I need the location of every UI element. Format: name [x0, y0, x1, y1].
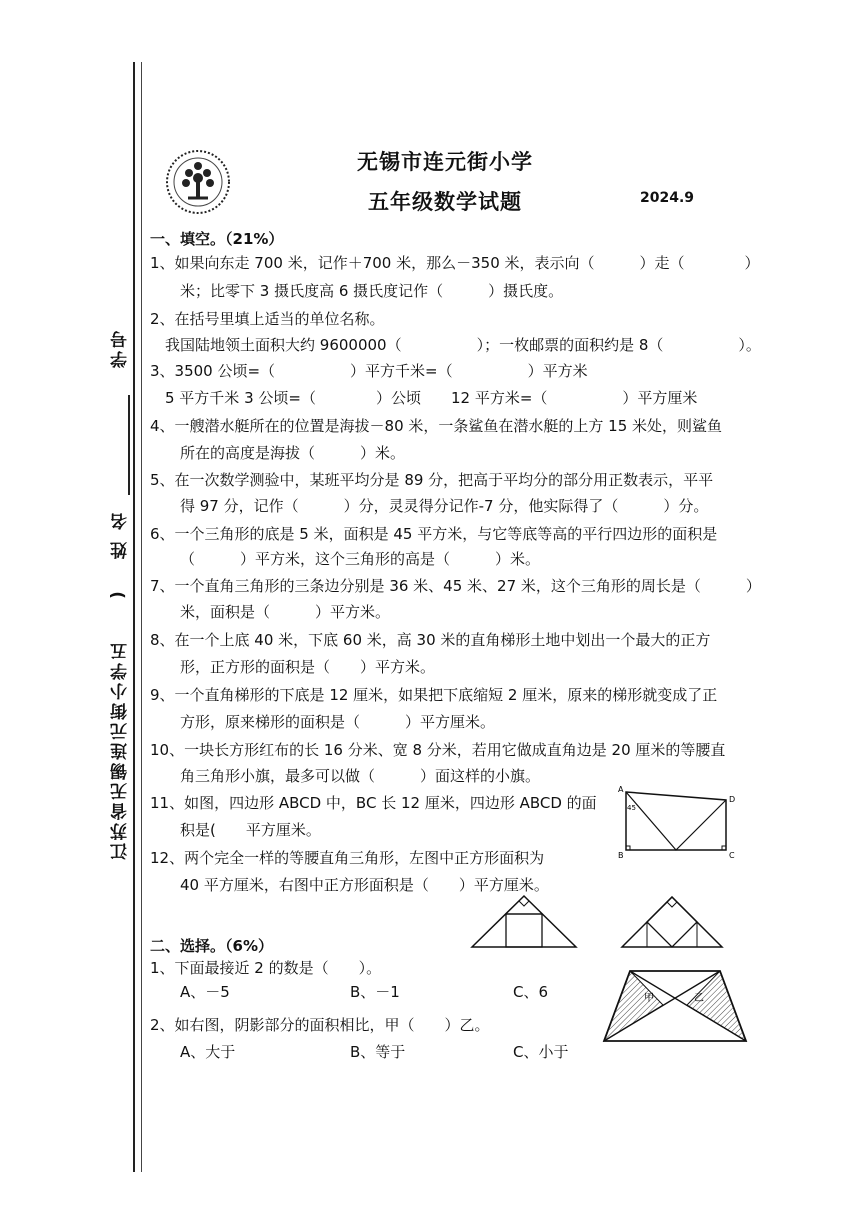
label-jia: 甲 [644, 993, 654, 1004]
q2-line-1: 2、在括号里填上适当的单位名称。 [150, 310, 385, 328]
s2-q1-option-c: C、6 [513, 983, 549, 1001]
q7-line-2: 米，面积是（ ）平方米。 [180, 603, 391, 621]
trapezoid-figure [600, 965, 750, 1047]
label-yi: 乙 [694, 993, 704, 1004]
q5-line-1: 5、在一次数学测验中，某班平均分是 89 分，把高于平均分的部分用正数表示，平平 [150, 471, 714, 489]
q8-line-2: 形，正方形的面积是（ ）平方米。 [180, 658, 436, 676]
q3-line-2: 5 平方千米 3 公顷=（ ）公顷 12 平方米=（ ）平方厘米 [165, 389, 698, 407]
s2-q1-option-b: B、－1 [350, 983, 400, 1001]
label-c: C [729, 851, 735, 860]
q10-line-1: 10、一块长方形红布的长 16 分米、宽 8 分米，若用它做成直角边是 20 厘米的等腰直 [150, 741, 726, 759]
q11-line-2: 积是( 平方厘米。 [180, 821, 321, 839]
school-name: 无锡市连元街小学 [357, 150, 533, 174]
s2-q2-option-a: A、大于 [180, 1043, 236, 1061]
abcd-figure [612, 780, 752, 862]
sidebar-paren: ) [108, 588, 128, 600]
q9-line-2: 方形，原来梯形的面积是（ ）平方厘米。 [180, 713, 496, 731]
q12-line-2: 40 平方厘米，右图中正方形面积是（ ）平方厘米。 [180, 876, 549, 894]
q9-line-1: 9、一个直角梯形的下底是 12 厘米，如果把下底缩短 2 厘米，原来的梯形就变成了正 [150, 686, 718, 704]
s2-q1: 1、下面最接近 2 的数是（ ）。 [150, 959, 382, 977]
sidebar-xingming: 姓 名 [111, 510, 131, 560]
sidebar-xuehao: 学号 [111, 328, 131, 368]
label-a: A [618, 785, 624, 794]
exam-title: 五年级数学试题 [368, 190, 522, 214]
label-b: B [618, 851, 624, 860]
q8-line-1: 8、在一个上底 40 米，下底 60 米，高 30 米的直角梯形土地中划出一个最大的正方 [150, 631, 711, 649]
q4-line-1: 4、一艘潜水艇所在的位置是海拔－80 米，一条鲨鱼在潜水艇的上方 15 米处，则鲨鱼 [150, 417, 723, 435]
label-d: D [729, 795, 736, 804]
section2-heading: 二、选择。（6%） [150, 937, 273, 955]
q3-line-1: 3、3500 公顷=（ ）平方千米=（ ）平方米 [150, 362, 588, 380]
s2-q2: 2、如右图，阴影部分的面积相比，甲（ ）乙。 [150, 1016, 490, 1034]
binding-line-inner [141, 62, 142, 1172]
label-45: 45 [627, 804, 636, 812]
section1-heading: 一、填空。（21%） [150, 230, 284, 248]
q2-line-2: 我国陆地领土面积大约 9600000（ ）；一枚邮票的面积约是 8（ ）。 [165, 336, 761, 354]
q12-line-1: 12、两个完全一样的等腰直角三角形，左图中正方形面积为 [150, 849, 545, 867]
sidebar-school-class: 江苏省无锡连元街小学五 [111, 640, 131, 860]
q11-line-1: 11、如图，四边形 ABCD 中，BC 长 12 厘米，四边形 ABCD 的面 [150, 794, 597, 812]
q1-line-1: 1、如果向东走 700 米，记作＋700 米，那么－350 米，表示向（ ）走（ ） [150, 254, 760, 272]
exam-date: 2024.9 [640, 190, 695, 206]
q6-line-1: 6、一个三角形的底是 5 米，面积是 45 平方米，与它等底等高的平行四边形的面积是 [150, 525, 718, 543]
q7-line-1: 7、一个直角三角形的三条边分别是 36 米、45 米、27 米，这个三角形的周长是（ ） [150, 577, 761, 595]
q4-line-2: 所在的高度是海拔（ ）米。 [180, 444, 406, 462]
xuehao-underline [128, 395, 130, 495]
binding-line-outer [133, 62, 135, 1172]
s2-q2-option-c: C、小于 [513, 1043, 569, 1061]
q10-line-2: 角三角形小旗，最多可以做（ ）面这样的小旗。 [180, 767, 541, 785]
q5-line-2: 得 97 分，记作（ ）分，灵灵得分记作-7 分，他实际得了（ ）分。 [180, 497, 709, 515]
s2-q2-option-b: B、等于 [350, 1043, 406, 1061]
s2-q1-option-a: A、－5 [180, 983, 230, 1001]
q6-line-2: （ ）平方米，这个三角形的高是（ ）米。 [180, 550, 541, 568]
triangle-squares-figure [466, 892, 736, 952]
q1-line-2: 米；比零下 3 摄氏度高 6 摄氏度记作（ ）摄氏度。 [180, 282, 564, 300]
